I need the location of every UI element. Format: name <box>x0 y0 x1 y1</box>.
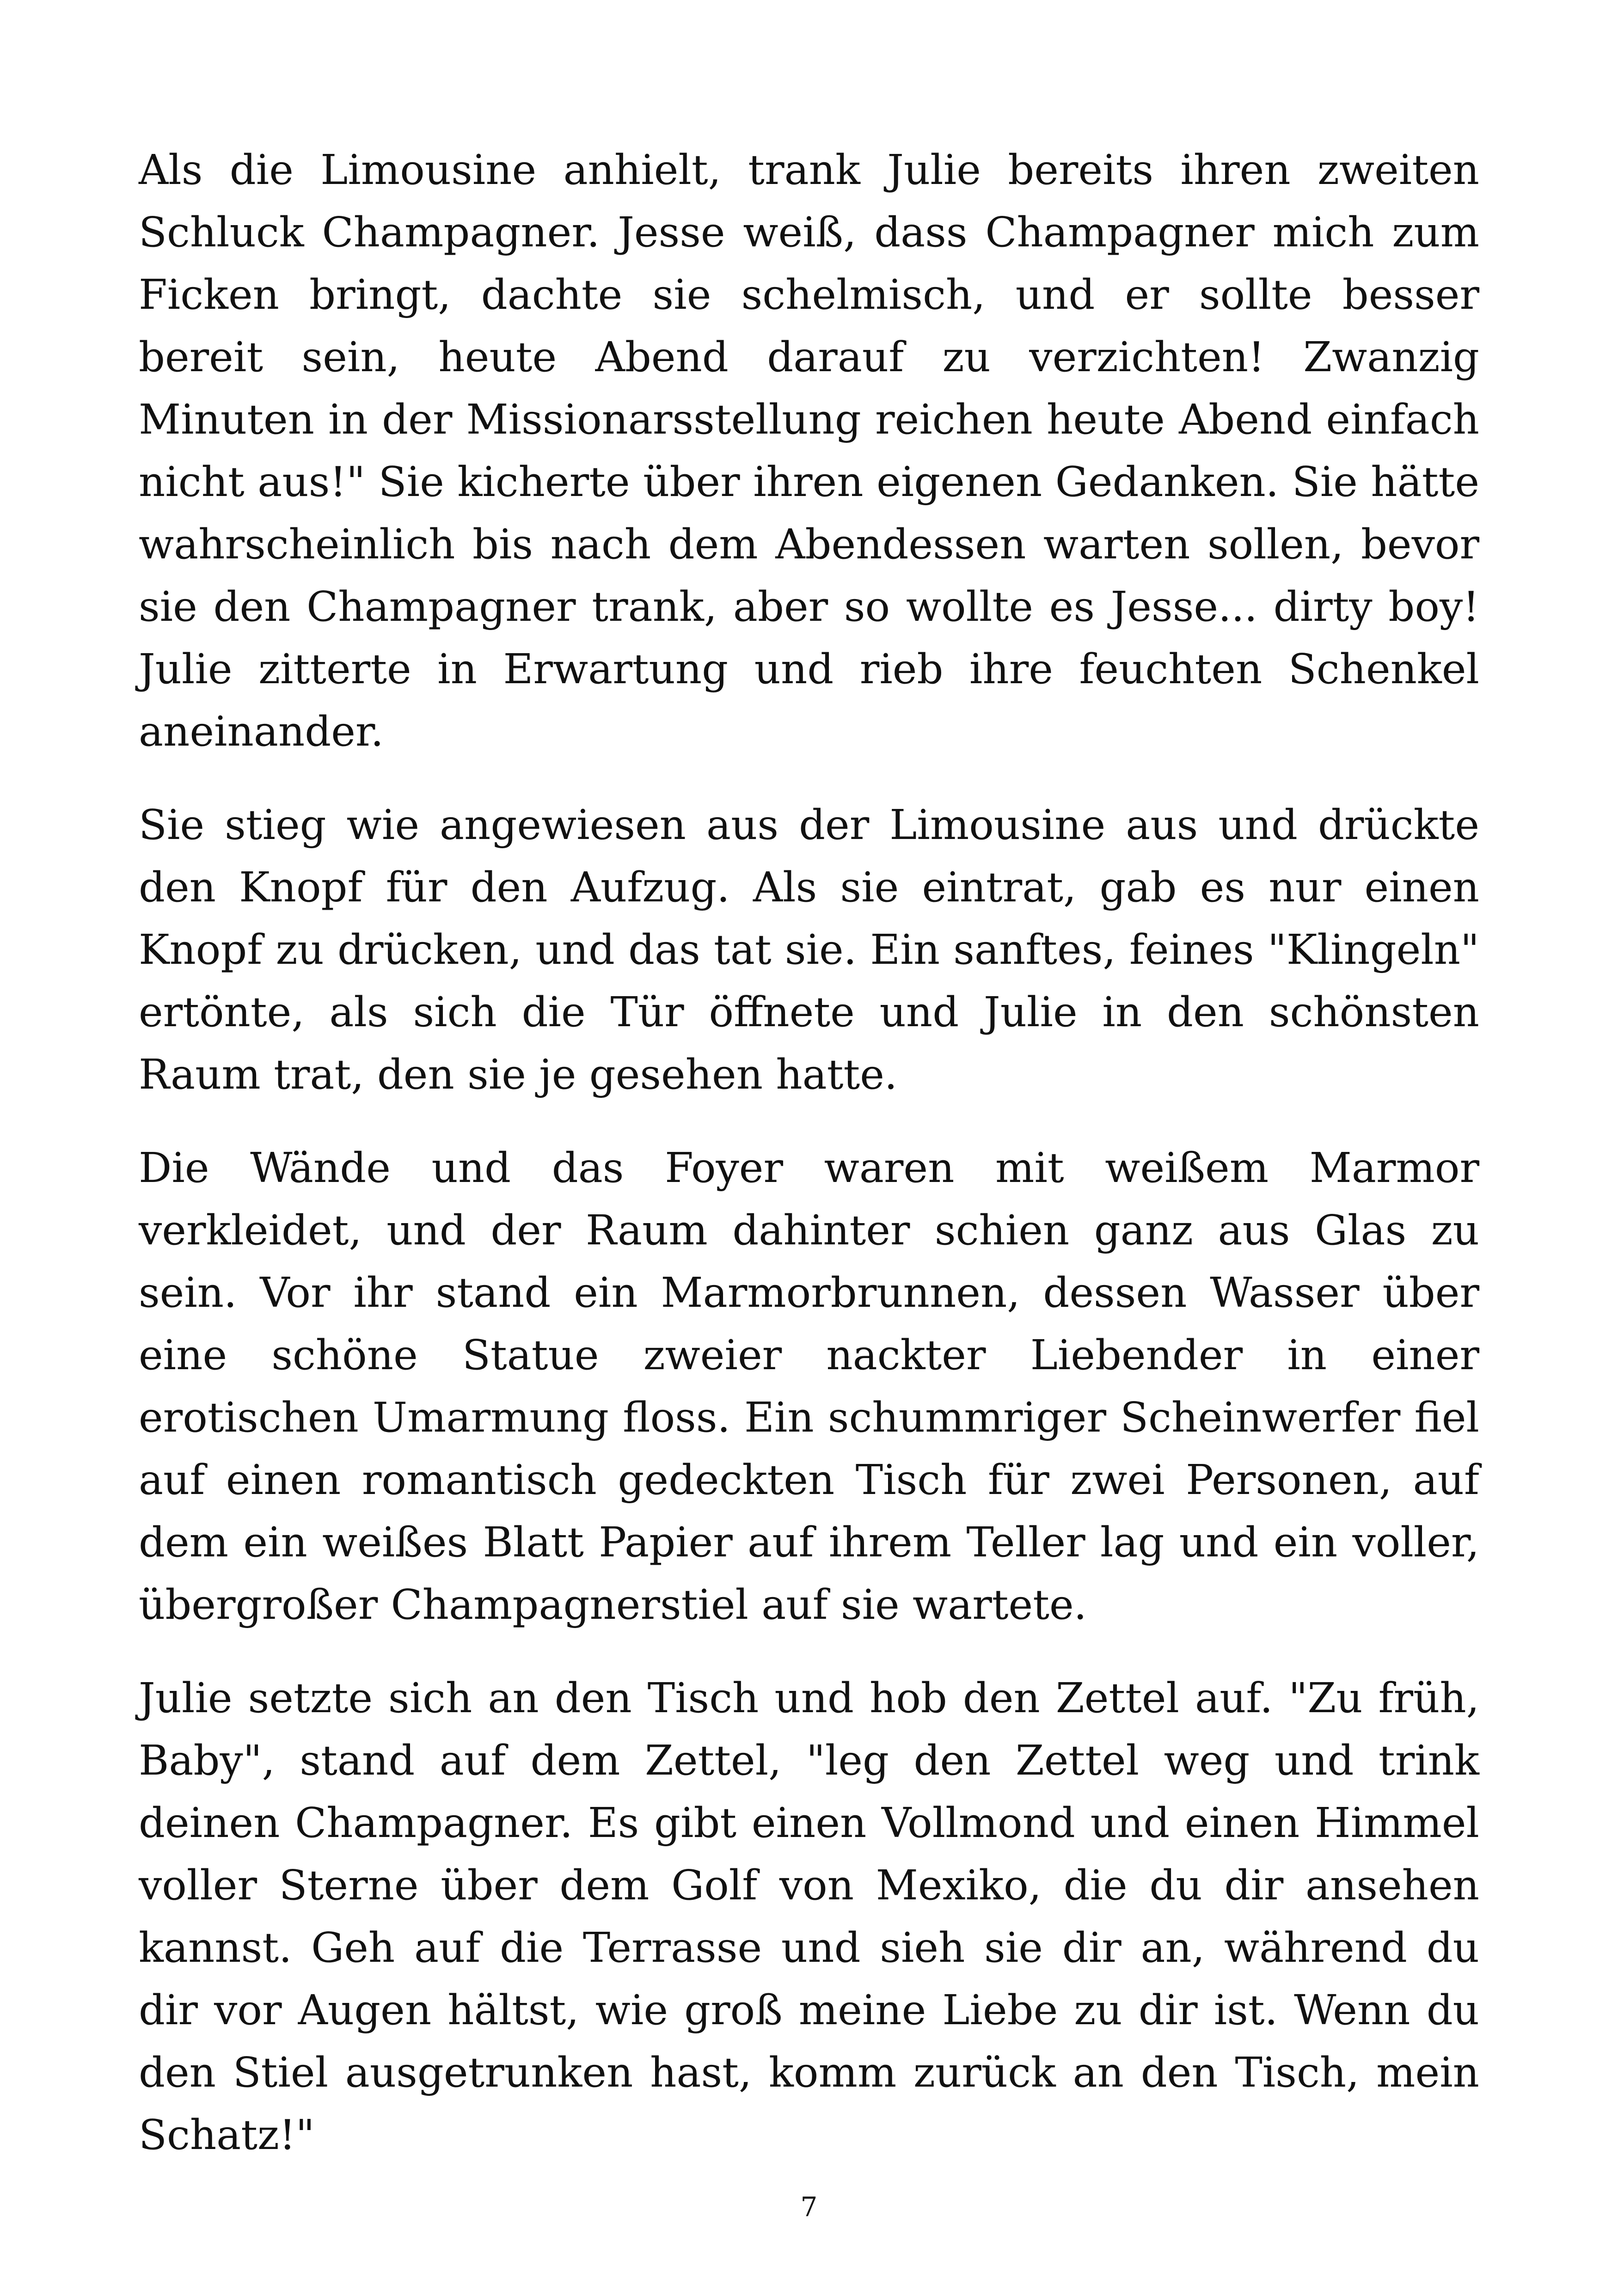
paragraph-2: Sie stieg wie angewiesen aus der Limousine aus und drückte den Knopf für den Aufzug. Als sie eintrat, gab es nur einen Knopf zu drücken, und das tat sie. Ein sanftes, feines "Klingeln" ertönte, als sich die Tür öffnete und Julie in den schönsten Raum trat, den sie je gesehen hatte. <box>139 801 1479 1098</box>
paragraph-4: Julie setzte sich an den Tisch und hob den Zettel auf. "Zu früh, Baby", stand auf dem Zettel, "leg den Zettel weg und trink deinen Champagner. Es gibt einen Vollmond und einen Himmel voller Sterne über dem Golf von Mexiko, die du dir ansehen kannst. Geh auf die Terrasse und sieh sie dir an, während du dir vor Augen hältst, wie groß meine Liebe zu dir ist. Wenn du den Stiel ausgetrunken hast, komm zurück an den Tisch, mein Schatz!" <box>139 1674 1479 2159</box>
body-text <box>139 139 1479 2197</box>
page-number: 7 <box>800 2191 818 2223</box>
paragraph-1: Als die Limousine anhielt, trank Julie bereits ihren zweiten Schluck Champagner. Jesse weiß, dass Champagner mich zum Ficken bringt, dachte sie schelmisch, und er sollte besser bereit sein, heute Abend darauf zu verzichten! Zwanzig Minuten in der Missionarsstellung reichen heute Abend einfach nicht aus!" Sie kicherte über ihren eigenen Gedanken. Sie hätte wahrscheinlich bis nach dem Abendessen warten sollen, bevor sie den Champagner trank, aber so wollte es Jesse... dirty boy! Julie zitterte in Erwartung und rieb ihre feuchten Schenkel aneinander. <box>139 146 1479 755</box>
paragraph-3: Die Wände und das Foyer waren mit weißem Marmor verkleidet, und der Raum dahinter schien ganz aus Glas zu sein. Vor ihr stand ein Marmorbrunnen, dessen Wasser über eine schöne Statue zweier nackter Liebender in einer erotischen Umarmung floss. Ein schummriger Scheinwerfer fiel auf einen romantisch gedeckten Tisch für zwei Personen, auf dem ein weißes Blatt Papier auf ihrem Teller lag und ein voller, übergroßer Champagnerstiel auf sie wartete. <box>139 1144 1479 1629</box>
